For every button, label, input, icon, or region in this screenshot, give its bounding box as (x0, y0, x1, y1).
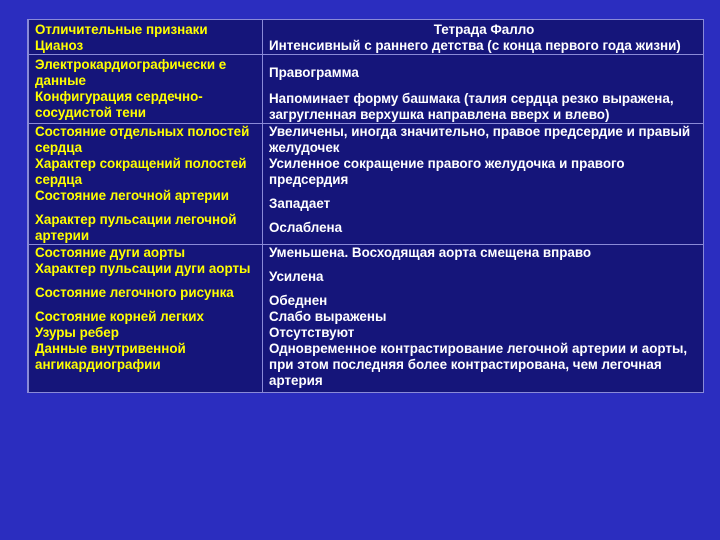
table-row (29, 309, 704, 325)
table-row (29, 341, 704, 392)
row-feature: Данные внутривенной ангикардиографии (29, 341, 263, 392)
table-row (29, 285, 704, 309)
row-feature: Характер сокращений полостей сердца (29, 156, 263, 188)
row-feature: Цианоз (29, 38, 263, 55)
table-row (29, 38, 704, 55)
row-value: Напоминает форму башмака (талия сердца резко выражена, загругленная верхушка направлена вверх и влево) (263, 89, 704, 124)
table-row (29, 245, 704, 262)
row-feature: Состояние дуги аорты (29, 245, 263, 262)
table-row (29, 124, 704, 157)
row-feature: Состояние легочного рисунка (29, 285, 263, 309)
table-row (29, 212, 704, 245)
table-row (29, 89, 704, 124)
row-value: Одновременное контрастирование легочной артерии и аорты, при этом последняя более контрастирована, чем легочная артерия (263, 341, 704, 392)
table-header-row (29, 20, 704, 38)
row-value: Правограмма (263, 55, 704, 90)
table-row (29, 156, 704, 188)
row-feature: Состояние отдельных полостей сердца (29, 124, 263, 157)
row-value: Обеднен (263, 285, 704, 309)
row-value: Ослаблена (263, 212, 704, 245)
row-feature: Характер пульсации дуги аорты (29, 261, 263, 285)
table-row (29, 55, 704, 90)
row-value: Уменьшена. Восходящая аорта смещена вправо (263, 245, 704, 262)
row-feature: Конфигурация сердечно-сосудистой тени (29, 89, 263, 124)
row-value: Слабо выражены (263, 309, 704, 325)
row-value: Отсутствуют (263, 325, 704, 341)
row-value: Западает (263, 188, 704, 212)
table-row (29, 325, 704, 341)
header-value: Тетрада Фалло (263, 20, 704, 38)
comparison-table (27, 19, 704, 393)
row-feature: Состояние корней легких (29, 309, 263, 325)
row-value: Усилена (263, 261, 704, 285)
row-feature: Характер пульсации легочной артерии (29, 212, 263, 245)
row-value: Увеличены, иногда значительно, правое предсердие и правый желудочек (263, 124, 704, 157)
table-row (29, 261, 704, 285)
row-feature: Состояние легочной артерии (29, 188, 263, 212)
row-feature: Электрокардиографически е данные (29, 55, 263, 90)
row-value: Усиленное сокращение правого желудочка и правого предсердия (263, 156, 704, 188)
features-table (28, 20, 704, 392)
header-feature: Отличительные признаки (29, 20, 263, 38)
row-feature: Узуры ребер (29, 325, 263, 341)
row-value: Интенсивный с раннего детства (с конца первого года жизни) (263, 38, 704, 55)
table-row (29, 188, 704, 212)
